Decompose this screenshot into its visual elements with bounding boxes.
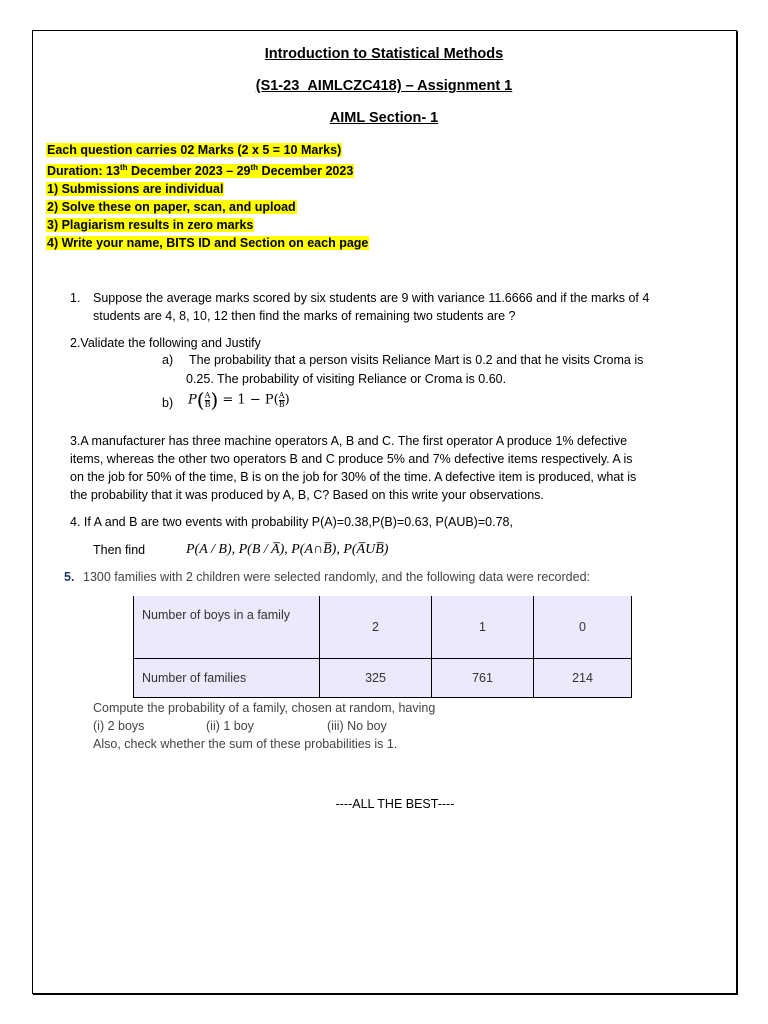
section-title: AIML Section- 1 bbox=[329, 110, 439, 126]
q2b-formula: P( $\frac{A}{B}$ ) = 1 − P( $\frac{A}{B}$ ) bbox=[188, 388, 290, 412]
q2a-line1: The probability that a person visits Reliance Mart is 0.2 and that he visits Croma is bbox=[189, 353, 644, 367]
q1-number: 1. bbox=[70, 291, 81, 305]
table-row bbox=[134, 596, 632, 658]
closing-message: ----ALL THE BEST---- bbox=[335, 797, 455, 811]
instruction-item: 3) Plagiarism results in zero marks bbox=[47, 218, 254, 233]
duration-info: Duration: 13th December 2023 – 29th December 2023 bbox=[47, 163, 354, 179]
table-cell: 761 bbox=[432, 658, 534, 697]
table-cell: 0 bbox=[534, 596, 632, 658]
q4-line1: 4. If A and B are two events with probability P(A)=0.38,P(B)=0.63, P(AUB)=0.78, bbox=[70, 515, 513, 529]
q5-intro: 1300 families with 2 children were selected randomly, and the following data were recorded: bbox=[83, 570, 590, 584]
table-cell: 2 bbox=[320, 596, 432, 658]
table-cell: Number of families bbox=[134, 658, 320, 697]
instructions-block bbox=[46, 141, 369, 252]
q5-option-2: (ii) 1 boy bbox=[206, 719, 254, 733]
course-code: (S1-23_AIMLCZC418) – Assignment 1 bbox=[255, 78, 513, 94]
instruction-item: 2) Solve these on paper, scan, and upload bbox=[47, 200, 296, 215]
q2-heading: 2.Validate the following and Justify bbox=[70, 336, 261, 350]
q1-line2: students are 4, 8, 10, 12 then find the marks of remaining two students are ? bbox=[93, 309, 516, 323]
q3-line: on the job for 50% of the time, B is on the job for 30% of the time. A defective item is produced, what is bbox=[70, 470, 637, 484]
table-row bbox=[134, 658, 632, 697]
q5-option-3: (iii) No boy bbox=[327, 719, 387, 733]
q4-formula: P(A / B), P(B / A̅), P(A∩B̅), P(A̅UB̅) bbox=[186, 542, 389, 557]
q5-compute: Compute the probability of a family, chosen at random, having bbox=[93, 701, 436, 715]
table-cell: 325 bbox=[320, 658, 432, 697]
q5-number: 5. bbox=[64, 570, 75, 584]
q2a-label: a) bbox=[162, 353, 174, 367]
q3-line: 3.A manufacturer has three machine operators A, B and C. The first operator A produce 1% defective bbox=[70, 434, 628, 448]
q1-line1: Suppose the average marks scored by six students are 9 with variance 11.6666 and if the marks of 4 bbox=[93, 291, 650, 305]
q2b-label: b) bbox=[162, 396, 174, 410]
table-cell: 214 bbox=[534, 658, 632, 697]
table-cell: Number of boys in a family bbox=[134, 596, 320, 658]
instruction-item: 4) Write your name, BITS ID and Section on each page bbox=[47, 236, 369, 251]
q3-line: items, whereas the other two operators B and C produce 5% and 7% defective items respectively. A is bbox=[70, 452, 633, 466]
q5-check: Also, check whether the sum of these probabilities is 1. bbox=[93, 737, 398, 751]
table-cell: 1 bbox=[432, 596, 534, 658]
families-table bbox=[133, 596, 632, 698]
marks-info: Each question carries 02 Marks (2 x 5 = 10 Marks) bbox=[47, 143, 342, 157]
instruction-item: 1) Submissions are individual bbox=[47, 182, 224, 197]
q2a-line2: 0.25. The probability of visiting Reliance or Croma is 0.60. bbox=[186, 372, 507, 386]
document-title: Introduction to Statistical Methods bbox=[264, 46, 504, 62]
q3-line: the probability that it was produced by A, B, C? Based on this write your observations. bbox=[70, 488, 544, 502]
q5-option-1: (i) 2 boys bbox=[93, 719, 145, 733]
q4-then-find: Then find bbox=[93, 543, 146, 557]
